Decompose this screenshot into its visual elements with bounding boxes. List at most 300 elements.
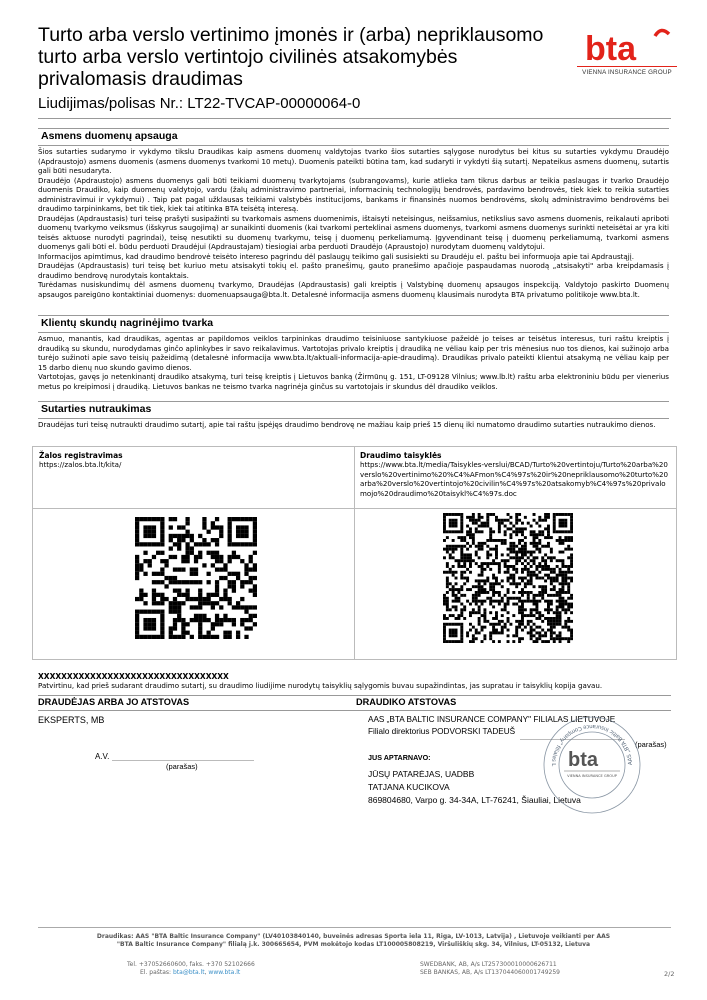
qr-module (463, 556, 466, 559)
qr-module (524, 553, 527, 556)
qr-module (535, 594, 538, 597)
qr-module (535, 522, 538, 525)
qr-module (139, 597, 143, 601)
qr-module (561, 582, 564, 585)
qr-module (143, 525, 147, 529)
qr-module (492, 588, 495, 591)
qr-module (181, 534, 185, 538)
qr-module (492, 629, 495, 632)
qr-module (215, 618, 219, 622)
qr-module (481, 525, 484, 528)
qr-module (541, 614, 544, 617)
qr-module (515, 533, 518, 536)
privacy-paragraph: Draudėjo (Apdraustojo) asmens duomenys gali būti teikiami duomenų tvarkytojams (subrangovams), kurie atlieka tam tikrus darbus ar teikia paslaugas ir tvarko Draudėjo duomenis Draudiko, kaip duomenų valdytojo, vardu (žalų administravimo partneriai, informacinių technologijų bendrovės, pardavimo bendrovės, tiek kiek to reikia sutarties administravimui ir vykdymui) . Taip pat pagal užklausas teikiami valstybės institucijoms, bankams ir finansinės nuomos bendrovėms, skolų administravimo bendrovėms bei draudimo tarpininkams, bet tik tiek, kiek tai atitinka BTA teisėtą interesą. (38, 175, 669, 213)
qr-module (472, 608, 475, 611)
qr-module (495, 631, 498, 634)
qr-module (446, 536, 449, 539)
qr-module (481, 542, 484, 545)
insured-signature-label: (parašas) (166, 762, 198, 771)
qr-module (550, 600, 553, 603)
qr-module (198, 605, 202, 609)
stamp-ring-text: AAS „BTA Baltic Insurance Company" filialas L (549, 722, 635, 767)
qr-module (507, 634, 510, 637)
qr-module (567, 568, 570, 571)
qr-module (570, 539, 573, 542)
qr-module (521, 605, 524, 608)
qr-module (472, 542, 475, 545)
qr-module (509, 577, 512, 580)
qr-module (177, 534, 181, 538)
qr-module (143, 593, 147, 597)
qr-module (185, 534, 189, 538)
qr-module (143, 572, 147, 576)
qr-module (198, 542, 202, 546)
qr-module (475, 545, 478, 548)
qr-module (533, 539, 536, 542)
qr-module (190, 567, 194, 571)
qr-module (148, 525, 152, 529)
insured-name: EKSPERTS, MB (38, 715, 105, 725)
qr-module (553, 525, 556, 528)
qr-module (559, 522, 562, 525)
qr-module (564, 536, 567, 539)
qr-module (533, 571, 536, 574)
document-title: Turto arba verslo vertinimo įmonės ir (arba) nepriklausomo turto arba verslo vertintojo civilinės atsakomybės privalomasis draudimas (38, 24, 544, 90)
qr-module (553, 617, 556, 620)
qr-module (524, 551, 527, 554)
qr-module (452, 640, 455, 643)
qr-module (160, 572, 164, 576)
qr-module (164, 584, 168, 588)
qr-module (515, 620, 518, 623)
qr-module (570, 559, 573, 562)
qr-module (550, 568, 553, 571)
qr-module (160, 559, 164, 563)
qr-module (515, 597, 518, 600)
qr-module (530, 571, 533, 574)
qr-module (443, 522, 446, 525)
qr-module (483, 588, 486, 591)
qr-module (160, 517, 164, 521)
qr-module (207, 618, 211, 622)
qr-module (446, 603, 449, 606)
qr-module (495, 629, 498, 632)
qr-module (550, 617, 553, 620)
qr-module (538, 519, 541, 522)
qr-module (530, 629, 533, 632)
qr-module (492, 623, 495, 626)
qr-module (527, 568, 530, 571)
qr-module (455, 545, 458, 548)
qr-module (521, 611, 524, 614)
qr-module (215, 525, 219, 529)
qr-module (518, 530, 521, 533)
qr-module (148, 534, 152, 538)
qr-module (489, 582, 492, 585)
qr-module (460, 588, 463, 591)
qr-module (460, 574, 463, 577)
qr-module (240, 580, 244, 584)
qr-module (550, 571, 553, 574)
qr-module (570, 631, 573, 634)
qr-module (215, 517, 219, 521)
qr-module (530, 565, 533, 568)
qr-module (236, 517, 240, 521)
qr-module (460, 559, 463, 562)
qr-module (533, 513, 536, 516)
agent-contact: 869804680, Varpo g. 34-34A, LT-76241, Šiauliai, Lietuva (368, 795, 581, 805)
qr-module (538, 525, 541, 528)
qr-module (538, 530, 541, 533)
qr-module (156, 593, 160, 597)
qr-module (469, 536, 472, 539)
qr-module (507, 600, 510, 603)
qr-module (544, 574, 547, 577)
qr-module (509, 582, 512, 585)
qr-module (443, 516, 446, 519)
qr-module (492, 585, 495, 588)
qr-module (509, 536, 512, 539)
qr-module (481, 579, 484, 582)
qr-module (507, 527, 510, 530)
qr-module (518, 519, 521, 522)
qr-module (504, 562, 507, 565)
qr-module (194, 559, 198, 563)
qr-module (211, 555, 215, 559)
qr-module (211, 551, 215, 555)
qr-module (449, 522, 452, 525)
qr-module (570, 527, 573, 530)
qr-module (570, 556, 573, 559)
qr-module (244, 534, 248, 538)
qr-module (215, 622, 219, 626)
qr-module (232, 572, 236, 576)
qr-module (547, 536, 550, 539)
qr-module (561, 562, 564, 565)
qr-module (223, 576, 227, 580)
qr-module (223, 589, 227, 593)
qr-module (567, 591, 570, 594)
qr-module (512, 614, 515, 617)
qr-module (446, 562, 449, 565)
qr-module (446, 565, 449, 568)
qr-module (177, 525, 181, 529)
qr-module (567, 536, 570, 539)
qr-module (253, 622, 257, 626)
qr-module (475, 519, 478, 522)
qr-module (567, 620, 570, 623)
qr-module (232, 622, 236, 626)
qr-module (521, 530, 524, 533)
bta-logo (577, 22, 677, 82)
qr-module (556, 539, 559, 542)
qr-module (466, 559, 469, 562)
insurer-name: AAS „BTA BALTIC INSURANCE COMPANY" FILIALAS LIETUVOJE (368, 715, 616, 724)
qr-module (518, 582, 521, 585)
qr-module (198, 614, 202, 618)
qr-module (452, 571, 455, 574)
footer-line-2: "BTA Baltic Insurance Company" filialą j.k. 300665654, PVM mokėtojo kodas LT100005808219, Viršuliškių skg. 34, Vilnius, LT-05132, Lietuva (116, 941, 591, 948)
qr-module (492, 530, 495, 533)
qr-module (547, 565, 550, 568)
qr-module (469, 614, 472, 617)
qr-module (538, 516, 541, 519)
qr-module (567, 588, 570, 591)
qr-module (486, 565, 489, 568)
qr-module (160, 597, 164, 601)
qr-module (512, 542, 515, 545)
qr-module (538, 565, 541, 568)
qr-module (244, 563, 248, 567)
qr-module (446, 571, 449, 574)
qr-module (198, 551, 202, 555)
qr-module (223, 593, 227, 597)
qr-module (455, 640, 458, 643)
qr-module (452, 585, 455, 588)
qr-module (556, 559, 559, 562)
qr-module (211, 601, 215, 605)
qr-module (561, 637, 564, 640)
qr-module (501, 522, 504, 525)
qr-module (160, 626, 164, 630)
qr-module (443, 637, 446, 640)
qr-module (228, 601, 232, 605)
qr-module (475, 594, 478, 597)
qr-module (495, 600, 498, 603)
qr-module (483, 620, 486, 623)
qr-module (452, 605, 455, 608)
qr-module (567, 556, 570, 559)
qr-module (466, 553, 469, 556)
qr-module (559, 603, 562, 606)
qr-module (553, 516, 556, 519)
qr-module (498, 527, 501, 530)
footer-email-link[interactable]: bta@bta.lt (172, 969, 205, 976)
privacy-paragraph: Draudėjas (Apdraustasis) turi teisę bet kuriuo metu atsisakyti tokių el. pašto pranešimų, gauto pranešimo apačioje paspaudamas nuorodą „atsisakyti" arba kreipdamasis į draudimo bendrovę nurodytais kontaktais. (38, 261, 669, 280)
qr-module (169, 631, 173, 635)
claims-url[interactable]: https://zalos.bta.lt/kita/ (39, 460, 122, 469)
qr-module (486, 519, 489, 522)
qr-module (143, 530, 147, 534)
sign-heading-line (38, 710, 671, 711)
qr-module (564, 571, 567, 574)
qr-module (481, 629, 484, 632)
qr-module (148, 635, 152, 639)
qr-module (169, 635, 173, 639)
qr-module (489, 597, 492, 600)
stamp-sub: VIENNA INSURANCE GROUP (567, 774, 617, 778)
qr-module (483, 617, 486, 620)
qr-module (504, 623, 507, 626)
qr-module (215, 601, 219, 605)
qr-module (518, 640, 521, 643)
qr-module (547, 603, 550, 606)
qr-module (521, 551, 524, 554)
qr-module (559, 594, 562, 597)
qr-module (556, 513, 559, 516)
qr-module (556, 600, 559, 603)
qr-module (173, 567, 177, 571)
qr-module (559, 513, 562, 516)
qr-module (518, 551, 521, 554)
qr-module (559, 614, 562, 617)
qr-module (550, 577, 553, 580)
qr-module (538, 562, 541, 565)
qr-module (249, 580, 253, 584)
qr-module (143, 517, 147, 521)
qr-module (530, 533, 533, 536)
qr-module (492, 539, 495, 542)
qr-module (556, 617, 559, 620)
qr-module (521, 600, 524, 603)
qr-module (547, 611, 550, 614)
qr-module (530, 551, 533, 554)
qr-module (160, 635, 164, 639)
qr-module (202, 525, 206, 529)
qr-module (160, 542, 164, 546)
qr-module (211, 538, 215, 542)
qr-module (561, 513, 564, 516)
qr-module (559, 568, 562, 571)
qr-module (507, 565, 510, 568)
qr-module (194, 567, 198, 571)
qr-module (492, 548, 495, 551)
qr-module (556, 608, 559, 611)
qr-module (483, 582, 486, 585)
qr-module (570, 525, 573, 528)
qr-module (173, 626, 177, 630)
qr-module (249, 576, 253, 580)
qr-module (460, 527, 463, 530)
qr-module (530, 574, 533, 577)
qr-module (553, 637, 556, 640)
qr-module (156, 517, 160, 521)
qr-module (475, 579, 478, 582)
qr-module (169, 580, 173, 584)
qr-module (524, 608, 527, 611)
qr-module (533, 585, 536, 588)
served-label: JUS APTARNAVO: (368, 753, 431, 762)
qr-module (190, 635, 194, 639)
qr-module (472, 637, 475, 640)
qr-module (177, 618, 181, 622)
qr-module (173, 580, 177, 584)
qr-module (547, 574, 550, 577)
qr-module (512, 603, 515, 606)
qr-module (550, 620, 553, 623)
qr-module (512, 582, 515, 585)
qr-module (244, 542, 248, 546)
qr-module (547, 556, 550, 559)
qr-module (530, 591, 533, 594)
qr-module (190, 538, 194, 542)
qr-module (483, 591, 486, 594)
qr-module (236, 576, 240, 580)
qr-module (236, 534, 240, 538)
qr-module (544, 513, 547, 516)
qr-module (478, 574, 481, 577)
qr-module (449, 568, 452, 571)
qr-module (564, 608, 567, 611)
qr-module (492, 631, 495, 634)
qr-right-cell (360, 451, 670, 498)
qr-module (469, 623, 472, 626)
qr-module (515, 519, 518, 522)
qr-module (469, 565, 472, 568)
qr-module (501, 559, 504, 562)
qr-module (483, 568, 486, 571)
rules-url[interactable]: https://www.bta.lt/media/Taisykles-verslui/BCAD/Turto%20vertintoju/Turto%20arba%20verslo%20vertinimo%20%C4%AFmon%C4%97s%20ir%20nepriklausomo%20turto%20arba%20verslo%20vertintojo%20civilin%C4%97s%20atsakomyb%C4%97s%20privalomojo%20draudimo%20taisykl%C4%97s.doc (360, 460, 668, 498)
qr-module (547, 623, 550, 626)
qr-module (509, 522, 512, 525)
qr-module (498, 565, 501, 568)
qr-module (544, 527, 547, 530)
qr-module (469, 553, 472, 556)
qr-module (202, 635, 206, 639)
rules-qr-code[interactable] (443, 513, 573, 643)
qr-module (515, 568, 518, 571)
qr-module (160, 593, 164, 597)
qr-module (489, 533, 492, 536)
qr-module (457, 562, 460, 565)
qr-module (504, 559, 507, 562)
footer-web-link[interactable]: www.bta.lt (208, 969, 241, 976)
qr-module (507, 568, 510, 571)
qr-module (561, 565, 564, 568)
qr-module (547, 527, 550, 530)
qr-module (553, 519, 556, 522)
qr-module (207, 601, 211, 605)
qr-module (498, 640, 501, 643)
qr-module (509, 516, 512, 519)
qr-module (198, 601, 202, 605)
qr-module (469, 640, 472, 643)
qr-module (253, 584, 257, 588)
claims-qr-code[interactable] (135, 517, 257, 639)
qr-module (521, 577, 524, 580)
qr-module (156, 610, 160, 614)
qr-module (156, 601, 160, 605)
qr-module (518, 623, 521, 626)
qr-module (244, 530, 248, 534)
stamp-logo: bta (568, 749, 598, 771)
footer-email-prefix: El. paštas: (140, 969, 172, 976)
qr-module (570, 536, 573, 539)
qr-module (533, 536, 536, 539)
qr-module (240, 542, 244, 546)
qr-module (463, 562, 466, 565)
qr-module (553, 631, 556, 634)
qr-module (135, 567, 139, 571)
qr-module (521, 553, 524, 556)
qr-module (472, 585, 475, 588)
qr-module (533, 594, 536, 597)
qr-module (169, 534, 173, 538)
qr-module (457, 617, 460, 620)
qr-module (564, 611, 567, 614)
qr-module (544, 519, 547, 522)
qr-module (228, 635, 232, 639)
qr-module (507, 559, 510, 562)
qr-module (512, 591, 515, 594)
qr-module (211, 593, 215, 597)
qr-module (173, 589, 177, 593)
qr-row-divider (33, 508, 676, 509)
qr-module (143, 626, 147, 630)
qr-module (507, 597, 510, 600)
qr-module (535, 605, 538, 608)
qr-module (512, 530, 515, 533)
